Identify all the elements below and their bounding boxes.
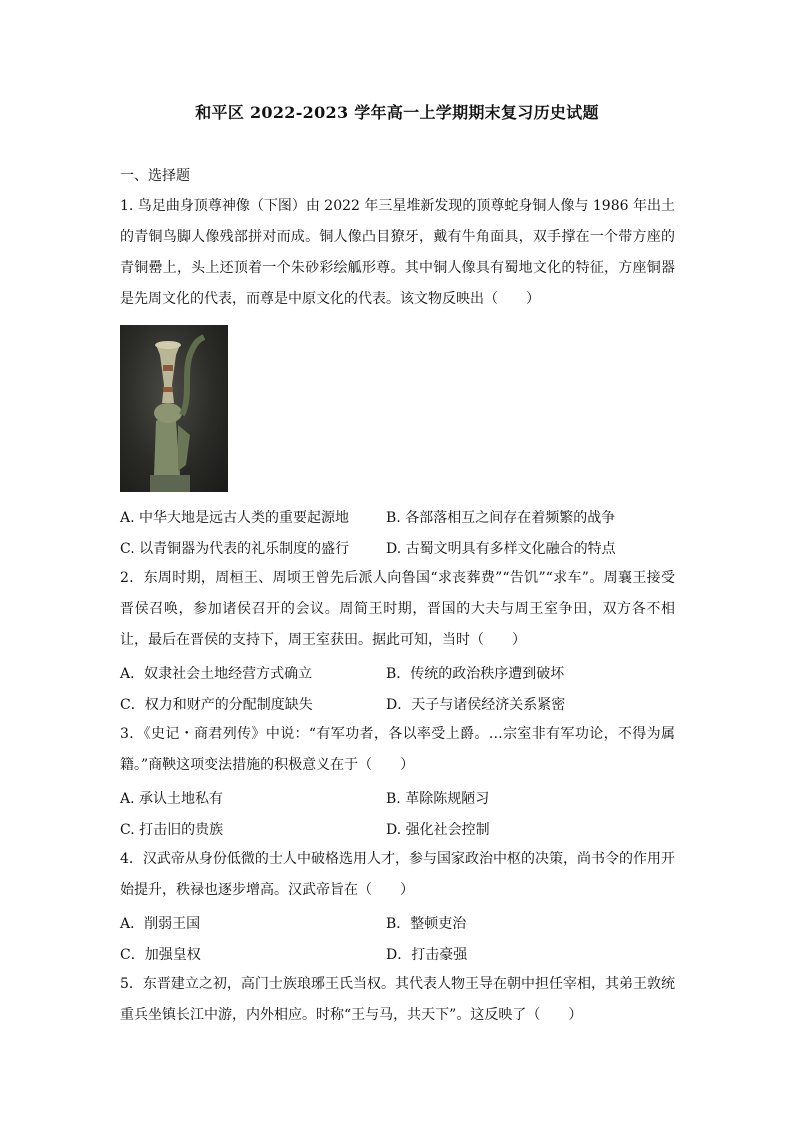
bronze-figure-image	[120, 325, 228, 492]
q4-option-b: B．整顿吏治	[386, 916, 467, 932]
section-heading: 一、选择题	[120, 168, 190, 184]
question-1-text: 1. 鸟足曲身顶尊神像（下图）由 2022 年三星堆新发现的顶尊蛇身铜人像与 1986 年出土的青铜鸟脚人像残部拼对而成。铜人像凸目獠牙，戴有牛角面具，双手撑在一个带方座的青铜罍上，头上还顶着一个朱砂彩绘觚形尊。其中铜人像具有蜀地文化的特征，方座铜器是先周文化的代表，而尊是中原文化的代表。该文物反映出（ ）	[120, 198, 675, 307]
q1-option-c: C. 以青铜器为代表的礼乐制度的盛行	[120, 541, 350, 557]
q2-option-b: B．传统的政治秩序遭到破坏	[386, 666, 565, 682]
q2-option-c: C．权力和财产的分配制度缺失	[120, 697, 313, 713]
question-4-text: 4．汉武帝从身份低微的士人中破格选用人才，参与国家政治中枢的决策，尚书令的作用开始提升，秩禄也逐步增高。汉武帝旨在（ ）	[120, 851, 675, 898]
q1-option-a: A. 中华大地是远古人类的重要起源地	[120, 510, 350, 526]
q4-option-a: A．削弱王国	[120, 916, 201, 932]
question-2-text: 2．东周时期，周桓王、周顷王曾先后派人向鲁国“求丧葬费”“告饥”“求车”。周襄王接受晋侯召唤，参加诸侯召开的会议。周简王时期，晋国的大夫与周王室争田，双方各不相让，最后在晋侯的支持下，周王室获田。据此可知，当时（ ）	[120, 570, 675, 648]
q1-option-d: D. 古蜀文明具有多样文化融合的特点	[386, 541, 616, 557]
q3-option-d: D. 强化社会控制	[386, 822, 490, 838]
q2-option-d: D．天子与诸侯经济关系紧密	[386, 697, 566, 713]
q4-option-d: D．打击豪强	[386, 947, 468, 963]
exam-title: 和平区 2022-2023 学年高一上学期期末复习历史试题	[195, 103, 599, 122]
question-5-text: 5．东晋建立之初，高门士族琅琊王氏当权。其代表人物王导在朝中担任宰相，其弟王敦统重兵坐镇长江中游，内外相应。时称“王与马，共天下”。这反映了（ ）	[120, 976, 675, 1023]
q1-option-b: B. 各部落相互之间存在着频繁的战争	[386, 510, 616, 526]
q4-option-c: C．加强皇权	[120, 947, 201, 963]
question-3-text: 3．《史记・商君列传》中说：“有军功者，各以率受上爵。…宗室非有军功论，不得为属籍。”商鞅这项变法措施的积极意义在于（ ）	[120, 726, 675, 773]
artifact-photo	[120, 325, 228, 492]
q3-option-a: A. 承认土地私有	[120, 791, 224, 807]
q2-option-a: A．奴隶社会土地经营方式确立	[120, 666, 313, 682]
q3-option-b: B. 革除陈规陋习	[386, 791, 490, 807]
q3-option-c: C. 打击旧的贵族	[120, 822, 224, 838]
